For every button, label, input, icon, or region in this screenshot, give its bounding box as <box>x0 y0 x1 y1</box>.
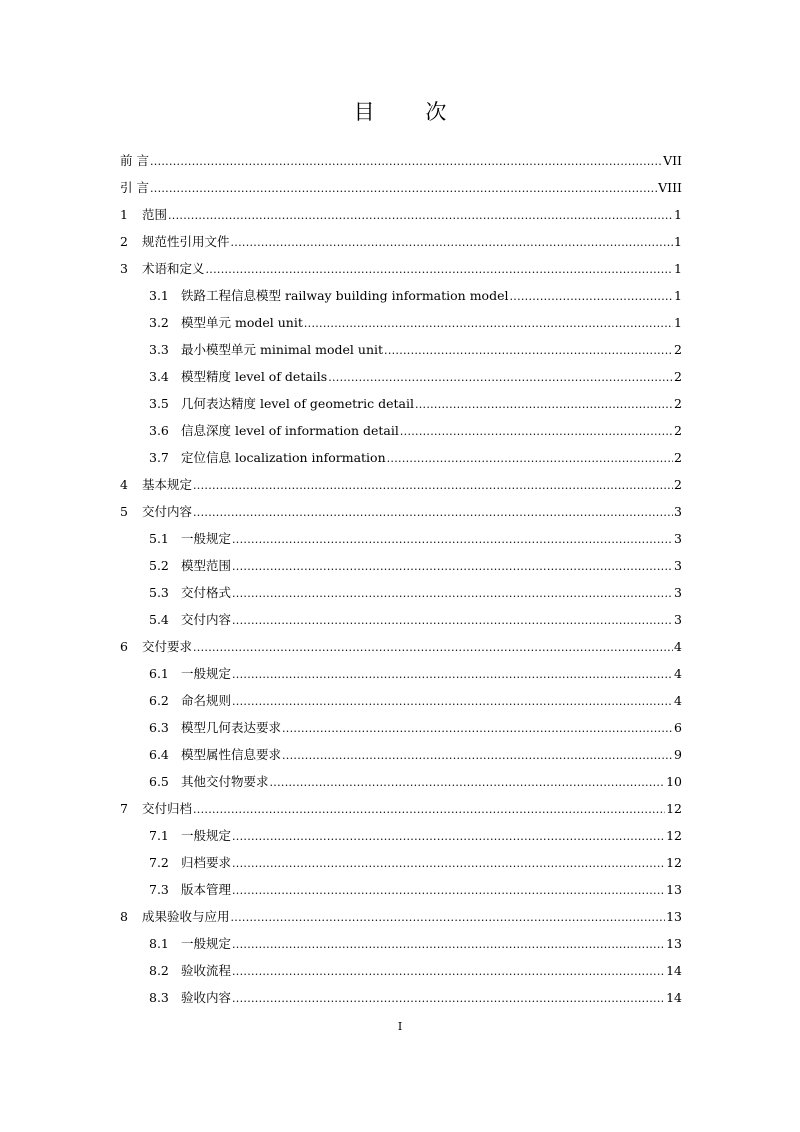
dot-leader <box>384 336 673 364</box>
dot-leader <box>193 633 673 661</box>
dot-leader <box>193 795 665 823</box>
dot-leader <box>232 930 665 958</box>
toc-entry[interactable] <box>120 606 682 633</box>
toc-entry-page: 9 <box>674 747 682 762</box>
toc-entry-number: 3.3 <box>149 342 169 357</box>
toc-entry-page: 10 <box>666 774 682 789</box>
toc-entry-label: 术语和定义 <box>142 261 205 276</box>
dot-leader <box>232 984 665 1012</box>
toc-entry-label: 一般规定 <box>181 666 232 681</box>
dot-leader <box>232 606 673 634</box>
dot-leader <box>232 552 673 580</box>
toc-entry-number: 3 <box>120 261 128 276</box>
toc-entry-label: 一般规定 <box>181 936 232 951</box>
toc-entry-page: 12 <box>666 828 682 843</box>
toc-entry-number: 6 <box>120 639 128 654</box>
toc-entry-number: 5.3 <box>149 585 169 600</box>
toc-entry-page: 14 <box>666 963 682 978</box>
toc-entry-page: 2 <box>674 342 682 357</box>
toc-entry-page: 3 <box>674 612 682 627</box>
dot-leader <box>231 903 666 931</box>
toc-entry[interactable] <box>120 660 682 687</box>
toc-entry-number: 5.1 <box>149 531 169 546</box>
toc-entry[interactable] <box>120 714 682 741</box>
toc-entry-page: 6 <box>674 720 682 735</box>
toc-entry[interactable] <box>120 633 682 660</box>
toc-entry-page: 12 <box>666 855 682 870</box>
toc-entry-page: 4 <box>674 693 682 708</box>
toc-entry[interactable] <box>120 876 682 903</box>
toc-entry[interactable] <box>120 579 682 606</box>
toc-entry-label: 引 言 <box>120 180 149 195</box>
dot-leader <box>270 768 666 796</box>
table-of-contents <box>120 147 682 1011</box>
toc-entry-number: 6.2 <box>149 693 169 708</box>
toc-entry[interactable] <box>120 363 682 390</box>
dot-leader <box>232 660 673 688</box>
toc-entry[interactable] <box>120 417 682 444</box>
toc-entry-label: 基本规定 <box>142 477 193 492</box>
toc-entry-label: 模型属性信息要求 <box>181 747 282 762</box>
page-number: I <box>397 1020 403 1033</box>
toc-entry-number: 6.4 <box>149 747 169 762</box>
toc-entry-page: 2 <box>674 423 682 438</box>
dot-leader <box>282 714 673 742</box>
toc-entry-label: 范围 <box>142 207 168 222</box>
toc-entry-number: 3.4 <box>149 369 169 384</box>
dot-leader <box>415 390 673 418</box>
toc-entry-page: 3 <box>674 558 682 573</box>
toc-entry[interactable] <box>120 795 682 822</box>
dot-leader <box>168 201 673 229</box>
toc-entry[interactable] <box>120 552 682 579</box>
dot-leader <box>387 444 673 472</box>
toc-entry-page: 1 <box>674 288 682 303</box>
dot-leader <box>510 282 674 310</box>
toc-entry-number: 8.1 <box>149 936 169 951</box>
toc-entry-page: 2 <box>674 396 682 411</box>
toc-entry-label: 交付归档 <box>142 801 193 816</box>
toc-entry-page: 4 <box>674 639 682 654</box>
dot-leader <box>232 525 673 553</box>
toc-entry-page: 13 <box>666 936 682 951</box>
toc-entry-label: 交付内容 <box>142 504 193 519</box>
toc-entry-page: 1 <box>674 261 682 276</box>
toc-entry-label: 其他交付物要求 <box>181 774 269 789</box>
toc-entry[interactable] <box>120 390 682 417</box>
toc-entry-label: 命名规则 <box>181 693 232 708</box>
toc-entry-label: 模型精度 level of details <box>181 369 328 384</box>
dot-leader <box>400 417 673 445</box>
toc-entry-number: 3.7 <box>149 450 169 465</box>
toc-entry-number: 6.1 <box>149 666 169 681</box>
toc-entry-number: 8.3 <box>149 990 169 1005</box>
toc-entry-label: 信息深度 level of information detail <box>181 423 399 438</box>
toc-entry[interactable] <box>120 498 682 525</box>
dot-leader <box>328 363 673 391</box>
toc-entry-page: 2 <box>674 450 682 465</box>
toc-entry-page: 12 <box>666 801 682 816</box>
toc-entry-page: 13 <box>666 909 682 924</box>
toc-entry-label: 模型单元 model unit <box>181 315 303 330</box>
toc-entry-page: 14 <box>666 990 682 1005</box>
toc-entry[interactable] <box>120 174 682 201</box>
toc-entry-page: VII <box>663 153 682 168</box>
page-title: 目 次 <box>353 100 469 124</box>
toc-entry-page: VIII <box>658 180 682 195</box>
dot-leader <box>193 498 673 526</box>
toc-entry[interactable] <box>120 903 682 930</box>
toc-entry-label: 验收流程 <box>181 963 232 978</box>
dot-leader <box>232 579 673 607</box>
toc-entry-page: 2 <box>674 369 682 384</box>
dot-leader <box>206 255 674 283</box>
toc-entry-page: 1 <box>674 207 682 222</box>
toc-entry-label: 交付要求 <box>142 639 193 654</box>
toc-entry-label: 版本管理 <box>181 882 232 897</box>
toc-entry-number: 6.3 <box>149 720 169 735</box>
toc-entry-number: 5.4 <box>149 612 169 627</box>
toc-entry-page: 2 <box>674 477 682 492</box>
toc-entry-label: 定位信息 localization information <box>181 450 386 465</box>
toc-entry[interactable] <box>120 525 682 552</box>
dot-leader <box>232 876 665 904</box>
dot-leader <box>150 147 662 175</box>
toc-entry-label: 成果验收与应用 <box>142 909 230 924</box>
toc-entry-number: 8.2 <box>149 963 169 978</box>
toc-entry-page: 13 <box>666 882 682 897</box>
toc-entry-label: 模型范围 <box>181 558 232 573</box>
dot-leader <box>232 849 665 877</box>
toc-entry-number: 4 <box>120 477 128 492</box>
toc-entry[interactable] <box>120 822 682 849</box>
toc-entry[interactable] <box>120 687 682 714</box>
dot-leader <box>232 822 665 850</box>
toc-entry-number: 7.3 <box>149 882 169 897</box>
toc-entry[interactable] <box>120 741 682 768</box>
toc-entry-number: 5.2 <box>149 558 169 573</box>
toc-entry-label: 一般规定 <box>181 531 232 546</box>
toc-entry[interactable] <box>120 957 682 984</box>
dot-leader <box>231 228 674 256</box>
dot-leader <box>232 687 673 715</box>
toc-entry-label: 一般规定 <box>181 828 232 843</box>
toc-entry[interactable] <box>120 849 682 876</box>
toc-entry-page: 1 <box>674 234 682 249</box>
toc-entry[interactable] <box>120 201 682 228</box>
toc-entry-label: 最小模型单元 minimal model unit <box>181 342 384 357</box>
toc-entry-number: 7.1 <box>149 828 169 843</box>
toc-entry-label: 规范性引用文件 <box>142 234 230 249</box>
toc-entry-number: 3.2 <box>149 315 169 330</box>
toc-entry[interactable] <box>120 930 682 957</box>
dot-leader <box>232 957 665 985</box>
toc-entry-page: 3 <box>674 504 682 519</box>
toc-entry[interactable] <box>120 336 682 363</box>
toc-entry-page: 1 <box>674 315 682 330</box>
toc-entry[interactable] <box>120 309 682 336</box>
dot-leader <box>150 174 657 202</box>
toc-entry-number: 3.6 <box>149 423 169 438</box>
toc-entry-label: 前 言 <box>120 153 149 168</box>
toc-entry[interactable] <box>120 768 682 795</box>
toc-entry-number: 3.1 <box>149 288 169 303</box>
toc-entry-number: 7 <box>120 801 128 816</box>
toc-entry-number: 3.5 <box>149 396 169 411</box>
toc-entry[interactable] <box>120 255 682 282</box>
toc-entry[interactable] <box>120 282 682 309</box>
dot-leader <box>282 741 673 769</box>
toc-entry-label: 验收内容 <box>181 990 232 1005</box>
toc-entry-label: 交付格式 <box>181 585 232 600</box>
toc-entry[interactable] <box>120 444 682 471</box>
toc-entry-label: 铁路工程信息模型 railway building information model <box>181 288 509 303</box>
toc-entry[interactable] <box>120 984 682 1011</box>
toc-entry-number: 7.2 <box>149 855 169 870</box>
toc-entry-page: 3 <box>674 585 682 600</box>
toc-entry[interactable] <box>120 471 682 498</box>
toc-entry-number: 6.5 <box>149 774 169 789</box>
toc-entry-label: 模型几何表达要求 <box>181 720 282 735</box>
toc-entry-label: 几何表达精度 level of geometric detail <box>181 396 414 411</box>
toc-entry[interactable] <box>120 228 682 255</box>
toc-entry-number: 5 <box>120 504 128 519</box>
dot-leader <box>193 471 673 499</box>
toc-entry-page: 4 <box>674 666 682 681</box>
toc-entry-number: 1 <box>120 207 128 222</box>
toc-entry[interactable] <box>120 147 682 174</box>
dot-leader <box>304 309 673 337</box>
toc-entry-page: 3 <box>674 531 682 546</box>
toc-entry-label: 交付内容 <box>181 612 232 627</box>
toc-entry-label: 归档要求 <box>181 855 232 870</box>
toc-entry-number: 8 <box>120 909 128 924</box>
toc-entry-number: 2 <box>120 234 128 249</box>
